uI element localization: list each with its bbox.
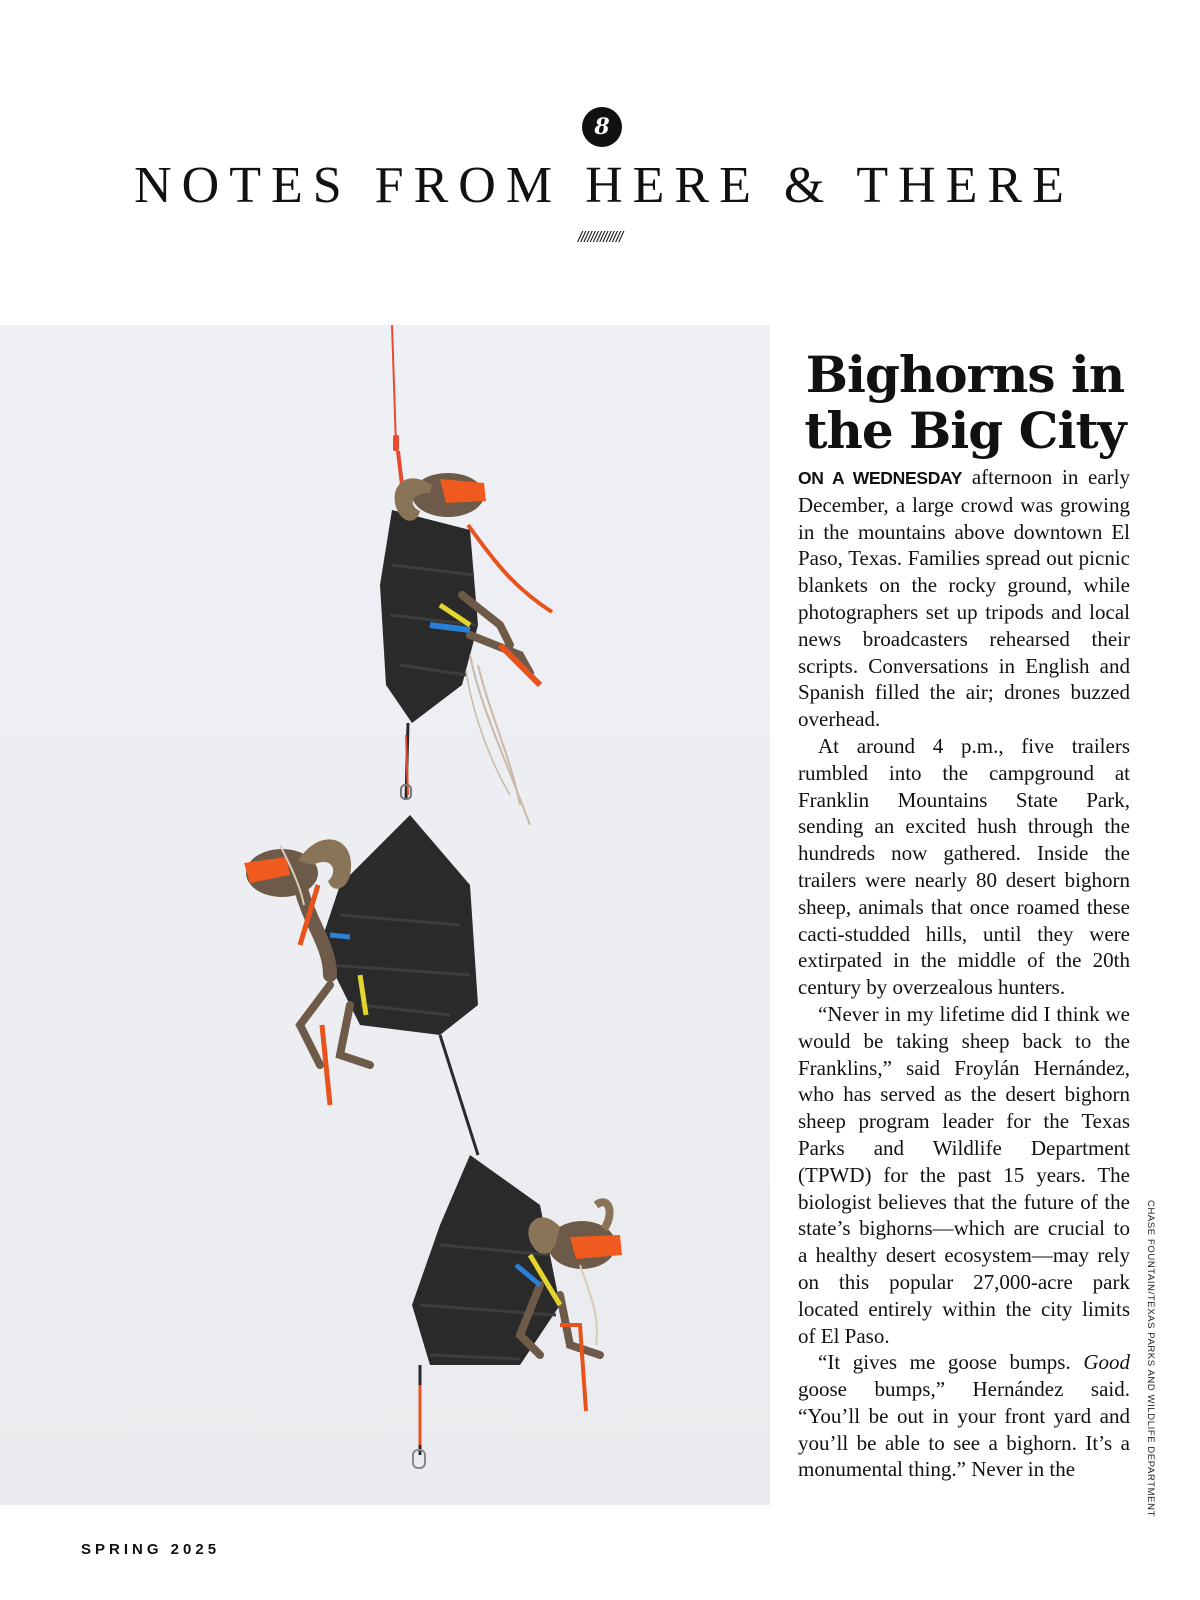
paragraph-1-text: afternoon in early December, a large crowd was growing in the mountains above downtown El Paso, Texas. Families spread out picnic blankets on the rocky ground, while photographers set up tripods and local news broadcasters rehearsed their scripts. Conversations in English and Spanish filled the air; drones buzzed overhead. bbox=[798, 465, 1130, 732]
article-paragraph-3: “Never in my lifetime did I think we would be taking sheep back to the Franklins,” said Froylán Hernández, who has served as the desert bighorn sheep program leader for the Texas Parks and Wildlife Department (TPWD) for the past 15 years. The biologist believes that the future of the state’s bighorns—which are crucial to a healthy desert ecosystem—may rely on this popular 27,000-acre park located entirely within the city limits of El Paso. bbox=[798, 1001, 1130, 1348]
issue-folio: SPRING 2025 bbox=[81, 1541, 221, 1558]
hero-photo-airlifted-bighorn-sheep bbox=[0, 325, 770, 1505]
article-paragraph-4 bbox=[798, 1349, 1130, 1483]
article-paragraph-1 bbox=[798, 464, 1130, 733]
photo-credit: CHASE FOUNTAIN/TEXAS PARKS AND WILDLIFE DEPARTMENT bbox=[1145, 1200, 1156, 1517]
bighorn-sheep-middle bbox=[244, 815, 478, 1105]
paragraph-4-text-a: “It gives me goose bumps. bbox=[818, 1350, 1084, 1375]
paragraph-4-emphasis: Good bbox=[1083, 1350, 1130, 1375]
article-headline: Bighorns in the Big City bbox=[804, 345, 1126, 460]
lift-line bbox=[392, 325, 396, 445]
section-rule-ornament: ////////////// bbox=[577, 229, 623, 246]
blindfold-top bbox=[440, 479, 486, 503]
article-paragraph-2: At around 4 p.m., five trailers rumbled into the campground at Franklin Mountains State Park, sending an excited hush through the hundreds now gathered. Inside the trailers were nearly 80 desert bighorn sheep, animals that once roamed these cacti-studded hills, until they were extirpated in the middle of the 20th century by overzealous hunters. bbox=[798, 733, 1130, 1000]
lift-clip-top bbox=[393, 435, 399, 451]
bighorn-sheep-bottom bbox=[412, 1155, 622, 1468]
article-body bbox=[798, 464, 1130, 1483]
paragraph-4-text-b: goose bumps,” Hernández said. “You’ll be out in your front yard and you’ll be able to see a bighorn. It’s a monumental thing.” Never in the bbox=[798, 1377, 1130, 1482]
section-number-badge: 8 bbox=[582, 107, 622, 147]
blindfold-bottom bbox=[570, 1235, 622, 1259]
section-title: NOTES FROM HERE & THERE bbox=[134, 157, 1074, 214]
lead-in: ON A WEDNESDAY bbox=[798, 468, 963, 488]
net-bag-bottom bbox=[412, 1155, 560, 1365]
